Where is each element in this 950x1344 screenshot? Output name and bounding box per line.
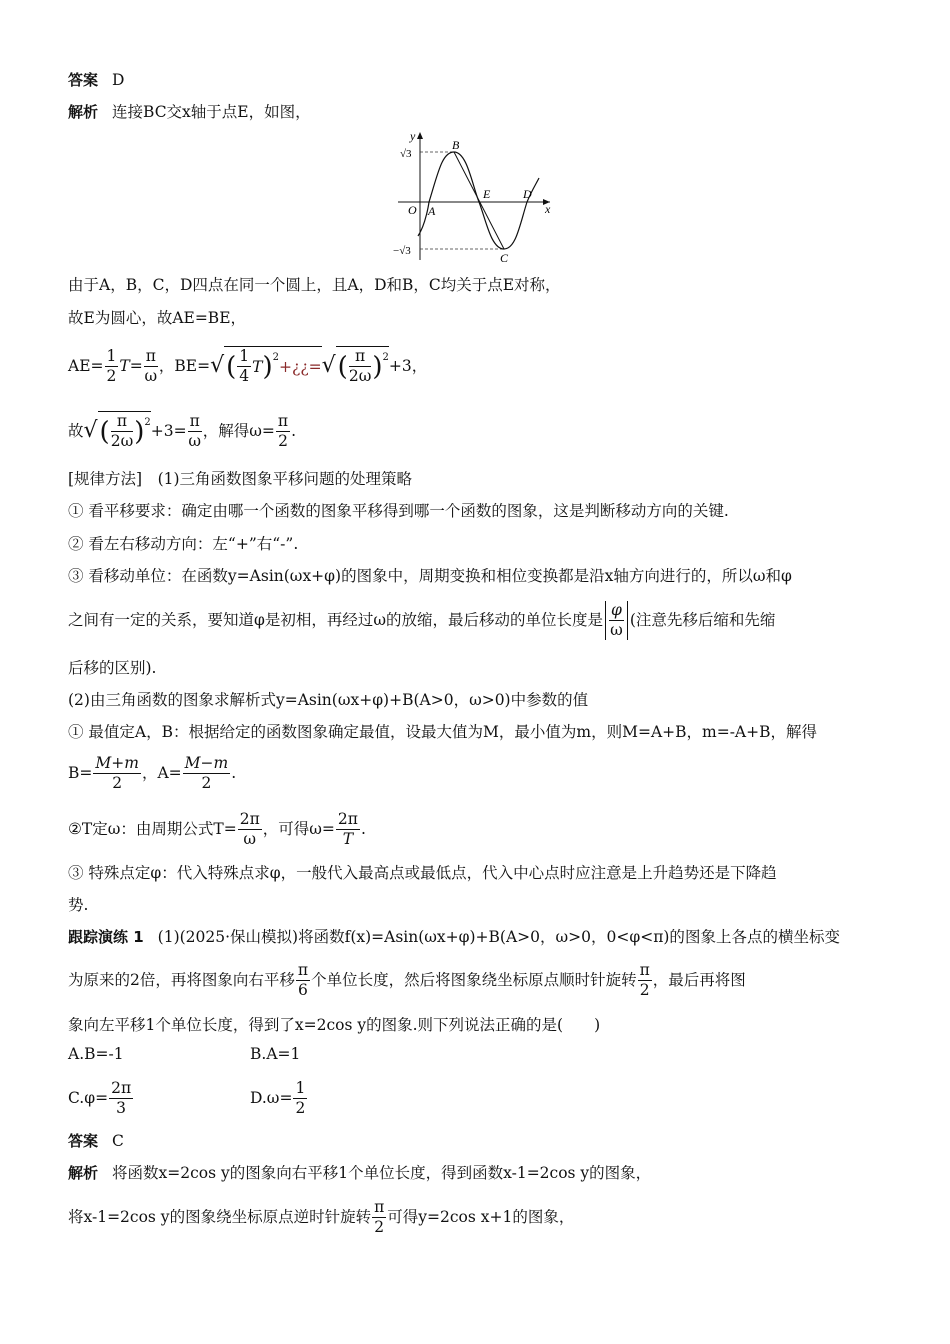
den: 2	[278, 431, 288, 450]
den: 2	[639, 980, 650, 999]
neg-sqrt3-label: −√3	[393, 245, 411, 257]
paren-open: (	[99, 416, 110, 447]
fraction-pi-2omega	[349, 347, 372, 386]
practice-text-2c: ，最后再将图	[652, 971, 746, 989]
sine-graph-figure	[392, 128, 562, 264]
den: 3	[116, 1098, 127, 1117]
formula-junk: +¿¿=	[279, 357, 322, 376]
analysis-line-1	[68, 101, 886, 123]
option-a[interactable]: A.B=-1	[68, 1045, 124, 1063]
practice-line-3: 象向左平移1个单位长度，得到了x=2cos y的图象.则下列说法正确的是( )	[68, 1016, 601, 1034]
num: 1	[106, 346, 117, 365]
practice-text-1: (1)(2025·保山模拟)将函数f(x)=Asin(ωx+φ)+B(A>0，ω>0，0<φ<π)的图象上各点的横坐标变	[157, 928, 840, 946]
radicand-3	[98, 411, 151, 451]
num: π	[145, 346, 156, 365]
num: 2π	[337, 809, 358, 828]
option-b[interactable]: B.A=1	[250, 1045, 301, 1063]
formula-plus3: +3，	[388, 357, 428, 375]
paren-open: (	[226, 351, 237, 382]
paren-close: )	[134, 416, 145, 447]
den: 2	[112, 773, 123, 792]
formula-omega-def: ，可得ω=	[262, 820, 335, 838]
num: π	[189, 411, 200, 430]
answer-line-2	[68, 1130, 886, 1152]
formula-a: ，A=	[141, 764, 182, 782]
analysis-line-3	[68, 1194, 886, 1240]
num: 1	[239, 347, 250, 365]
fraction-1-2	[293, 1079, 307, 1118]
rule-item-1: ① 看平移要求：确定由哪一个函数的图象平移得到哪一个函数的图象，这是判断移动方向的关键.	[68, 502, 729, 520]
fraction-pi-2omega	[111, 412, 134, 451]
radicand-1	[224, 346, 322, 386]
radicand-2	[336, 346, 389, 386]
practice-text-2b: 个单位长度，然后将图象绕坐标原点顺时针旋转	[311, 971, 637, 989]
fraction-2pi-3	[109, 1079, 133, 1118]
rule-item-2: ② 看左右移动方向：左“+”右“-”.	[68, 535, 299, 553]
num: M+m	[95, 753, 139, 772]
formula-t-def: ②T定ω：由周期公式T=	[68, 820, 237, 838]
text-line-l1: 由于A，B，C，D四点在同一个圆上，且A，D和B，C均关于点E对称，	[68, 276, 561, 294]
point-a-label: A	[428, 204, 436, 218]
formula-ae: AE=	[68, 357, 104, 375]
den: 2	[374, 1217, 385, 1236]
text-line-l2: 故E为圆心，故AE=BE，	[68, 309, 247, 327]
answer-value: D	[112, 71, 125, 89]
section-2-item-1: ① 最值定A，B：根据给定的函数图象确定最值，设最大值为M，最小值为m，则M=A+B，m=-A+B，解得	[68, 723, 818, 741]
practice-text-2a: 为原来的2倍，再将图象向右平移	[68, 971, 295, 989]
answer-value: C	[112, 1132, 124, 1150]
den: T	[342, 829, 354, 848]
paren-close: )	[372, 351, 383, 382]
den: 2ω	[348, 367, 372, 385]
section-2-item-2	[68, 806, 886, 852]
rule-item-3-cont	[68, 597, 886, 643]
formula-end: .	[291, 422, 297, 440]
num: φ	[611, 600, 622, 619]
num: 2π	[239, 809, 260, 828]
den: ω	[610, 620, 623, 639]
den: ω	[188, 431, 201, 450]
answer-line-1	[68, 69, 886, 91]
paren-close: )	[262, 351, 273, 382]
analysis-text: 连接BC交x轴于点E，如图，	[112, 103, 311, 121]
point-e-label: E	[483, 187, 491, 201]
fraction-m-plus	[93, 754, 141, 793]
rule-item-3: ③ 看移动单位：在函数y=Asin(ωx+φ)的图象中，周期变换和相位变换都是沿x轴方向进行的，所以ω和φ	[68, 567, 792, 585]
square-sup: 2	[272, 352, 280, 363]
practice-line-2	[68, 957, 886, 1003]
origin-label: O	[408, 203, 417, 217]
fraction-phi-omega	[609, 601, 624, 640]
sqrt-icon: √	[210, 353, 225, 378]
point-c-label: C	[500, 251, 509, 264]
num: π	[111, 412, 134, 432]
analysis-label: 解析	[68, 1164, 99, 1182]
fraction-2pi-t	[336, 810, 360, 849]
point-b-label: B	[452, 138, 460, 152]
num: π	[297, 960, 309, 979]
practice-line-1	[68, 926, 886, 948]
num: π	[349, 347, 372, 367]
den: 4	[239, 367, 250, 385]
rule-title: [规律方法] (1)三角函数图象平移问题的处理策略	[68, 470, 413, 488]
formula-solve-omega	[68, 408, 886, 454]
sine-curve	[418, 152, 539, 249]
fraction-pi-omega	[144, 347, 158, 386]
section-2-formula-ab	[68, 750, 886, 796]
fraction-m-minus	[183, 754, 231, 793]
y-label: y	[410, 129, 416, 143]
num: π	[374, 1197, 385, 1216]
formula-plus3-eq: +3=	[150, 422, 187, 440]
num: 1	[295, 1078, 306, 1097]
analysis-text-3a: 将x-1=2cos y的图象绕坐标原点逆时针旋转	[68, 1208, 372, 1226]
den: 2	[295, 1098, 306, 1117]
num: M−m	[184, 753, 229, 772]
analysis-text-3b: 可得y=2cos x+1的图象，	[387, 1208, 575, 1226]
rule-text: 之间有一定的关系，要知道φ是初相，再经过ω的放缩，最后移动的单位长度是	[68, 611, 603, 629]
section-2-title: (2)由三角函数的图象求解析式y=Asin(ωx+φ)+B(A>0，ω>0)中参数的值	[68, 691, 589, 709]
formula-gu: 故	[68, 422, 84, 440]
point-d-label: D	[523, 187, 532, 201]
formula-ae-be	[68, 343, 886, 389]
square-sup: 2	[144, 417, 151, 428]
section-2-item-3: ③ 特殊点定φ：代入特殊点求φ，一般代入最高点或最低点，代入中心点时应注意是上升趋势还是下降趋	[68, 864, 777, 882]
formula-t: T=	[119, 357, 143, 375]
fraction-pi-2	[276, 412, 290, 451]
option-c-label: C.φ=	[68, 1089, 109, 1107]
den: ω	[243, 829, 257, 848]
formula-end: .	[231, 764, 237, 782]
den: 2ω	[110, 432, 134, 450]
num: π	[639, 960, 650, 979]
fraction-pi-2	[638, 961, 652, 1000]
y-axis-arrow	[417, 132, 423, 139]
paren-open: (	[337, 351, 348, 382]
analysis-label: 解析	[68, 103, 99, 121]
sqrt-icon: √	[321, 353, 336, 378]
rule-item-3-end: 后移的区别).	[68, 659, 157, 677]
fraction-2pi-omega	[238, 810, 262, 849]
den: ω	[144, 366, 158, 385]
den: 2	[201, 773, 212, 792]
formula-tv: T	[252, 357, 263, 376]
formula-be: ，BE=	[158, 357, 211, 375]
sqrt3-label: √3	[400, 148, 412, 160]
sqrt-icon: √	[83, 418, 98, 443]
num: π	[277, 411, 289, 430]
formula-b: B=	[68, 764, 93, 782]
option-d[interactable]	[250, 1075, 308, 1121]
abs-value	[605, 601, 628, 640]
section-2-item-3-end: 势.	[68, 896, 89, 914]
analysis-text: 将函数x=2cos y的图象向右平移1个单位长度，得到函数x-1=2cos y的图象，	[112, 1164, 652, 1182]
answer-label: 答案	[68, 71, 99, 89]
fraction-half	[105, 347, 119, 386]
analysis-line-2	[68, 1162, 886, 1184]
den: 6	[298, 980, 308, 999]
practice-label: 跟踪演练 1	[68, 928, 144, 946]
rule-text-tail: (注意先移后缩和先缩	[629, 611, 776, 629]
answer-label: 答案	[68, 1132, 99, 1150]
num: 2π	[111, 1078, 132, 1097]
square-sup: 2	[382, 352, 389, 363]
option-d-label: D.ω=	[250, 1089, 293, 1107]
fraction-quarter	[237, 347, 251, 386]
den: 2	[106, 366, 117, 385]
formula-end: .	[360, 820, 366, 838]
fraction-pi-2	[372, 1198, 386, 1237]
fraction-pi-omega	[188, 412, 202, 451]
x-label: x	[545, 202, 551, 216]
option-c[interactable]	[68, 1075, 134, 1121]
formula-solve: ，解得ω=	[202, 422, 275, 440]
fraction-pi-6	[296, 961, 310, 1000]
